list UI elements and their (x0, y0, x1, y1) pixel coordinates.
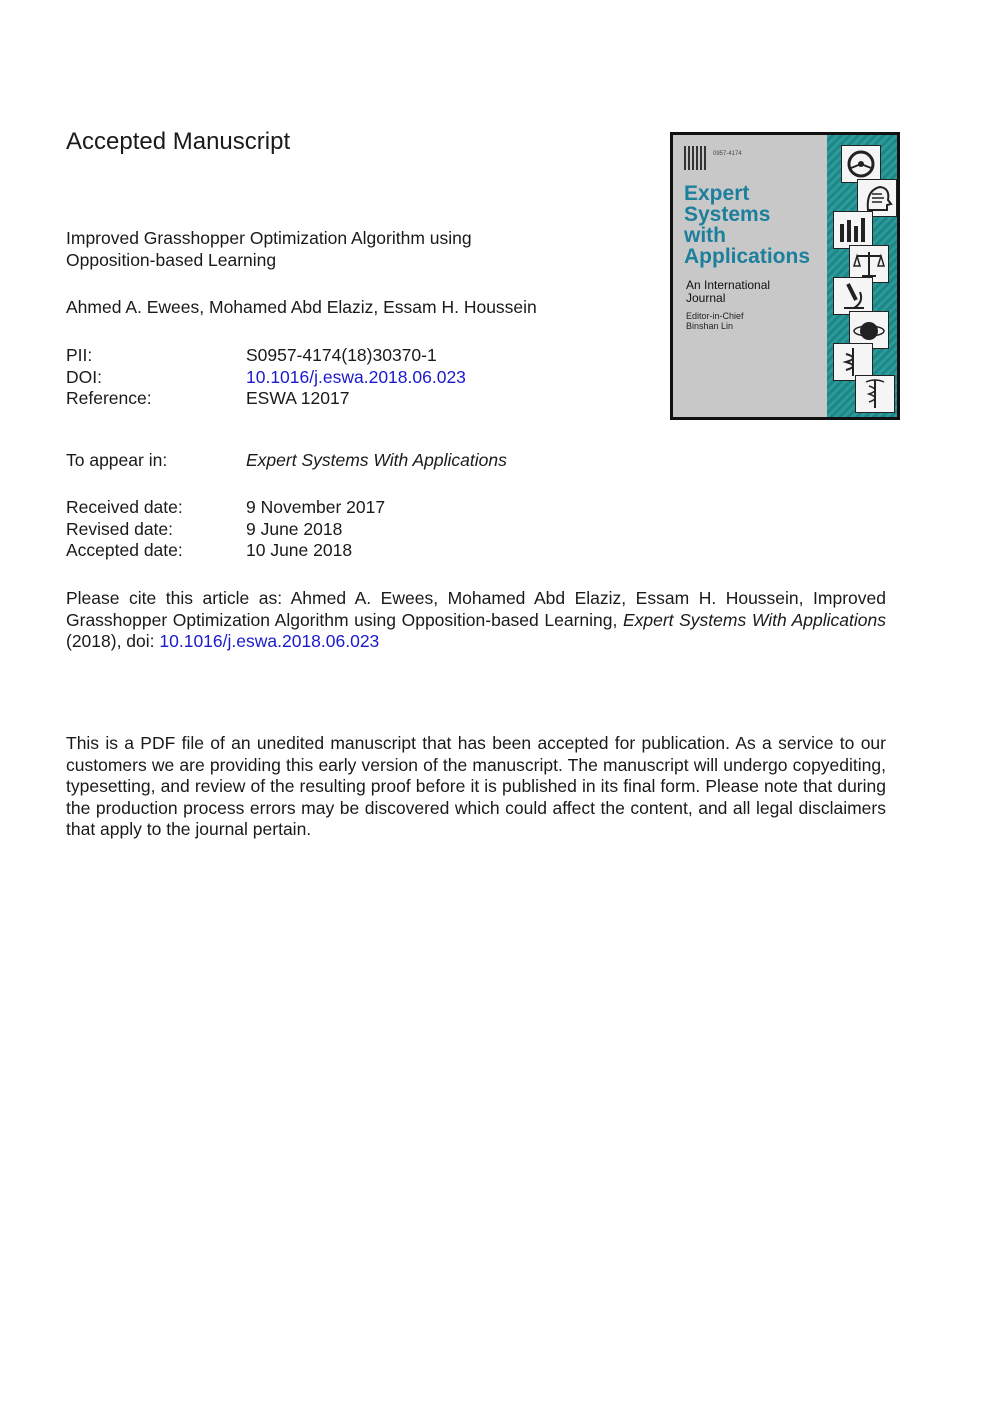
medical-staff-icon (855, 375, 895, 413)
steering-wheel-icon (841, 145, 881, 183)
citation-journal: Expert Systems With Applications (622, 609, 886, 630)
manuscript-notice: This is a PDF file of an unedited manuscript that has been accepted for publication. As a service to our customers we are providing this early version of the manuscript. The manuscript will undergo copyediting, typesetting, and review of the resulting proof before it is published in its final form. Please note that during the production process errors may be discovered which could affect the content, and all legal disclaimers that apply to the journal pertain. (66, 733, 886, 839)
page-heading: Accepted Manuscript (66, 128, 291, 155)
cover-issn: 0957-4174 (713, 151, 742, 157)
title-line-2: Opposition-based Learning (66, 250, 277, 270)
cover-editor-line: Binshan Lin (686, 321, 734, 331)
received-date: 9 November 2017 (246, 497, 386, 517)
citation-paragraph (66, 588, 886, 653)
cover-subtitle (686, 279, 770, 305)
cover-icon-strip (827, 135, 897, 417)
journal-cover (670, 132, 900, 420)
cover-editor-line: Editor-in-Chief (686, 311, 744, 321)
cover-title-line: Systems (684, 203, 771, 226)
pii-label: PII: (66, 345, 93, 365)
journal-name: Expert Systems With Applications (246, 450, 507, 470)
doi-label: DOI: (66, 366, 102, 387)
title-line-1: Improved Grasshopper Optimization Algorithm using (66, 228, 472, 248)
identifiers-block (66, 345, 466, 410)
citation-doi-link[interactable]: 10.1016/j.eswa.2018.06.023 (159, 631, 380, 651)
doi-link[interactable]: 10.1016/j.eswa.2018.06.023 (246, 366, 466, 387)
citation-text: Please cite this article as: Ahmed A. Ewees, Mohamed Abd Elaziz, Essam H. Houssein, Improved Grasshopper Optimization Algorithm using Opposition-based Learning, (66, 588, 886, 630)
article-title (66, 227, 586, 271)
revised-date: 9 June 2018 (246, 518, 343, 539)
dates-block (66, 497, 385, 562)
appear-label: To appear in: (66, 450, 168, 470)
cover-subtitle-line: Journal (686, 291, 726, 305)
citation-year: (2018), doi: (66, 631, 160, 651)
accepted-label: Accepted date: (66, 540, 183, 560)
pii-value: S0957-4174(18)30370-1 (246, 345, 437, 365)
publisher-logo-icon (684, 146, 706, 170)
received-label: Received date: (66, 497, 183, 517)
cover-title (684, 183, 810, 267)
authors: Ahmed A. Ewees, Mohamed Abd Elaziz, Essam H. Houssein (66, 297, 537, 317)
cover-title-line: Expert (684, 182, 750, 205)
journal-block (66, 450, 507, 472)
reference-value: ESWA 12017 (246, 388, 350, 408)
cover-panel (673, 135, 827, 417)
revised-label: Revised date: (66, 518, 174, 539)
cover-title-line: with (684, 224, 726, 247)
bar-graph-icon (833, 211, 873, 249)
cover-title-line: Applications (684, 245, 811, 268)
accepted-date: 10 June 2018 (246, 540, 353, 560)
microscope-icon (833, 277, 873, 315)
cover-editor (686, 311, 744, 331)
reference-label: Reference: (66, 388, 152, 408)
cover-subtitle-line: An International (686, 278, 771, 292)
